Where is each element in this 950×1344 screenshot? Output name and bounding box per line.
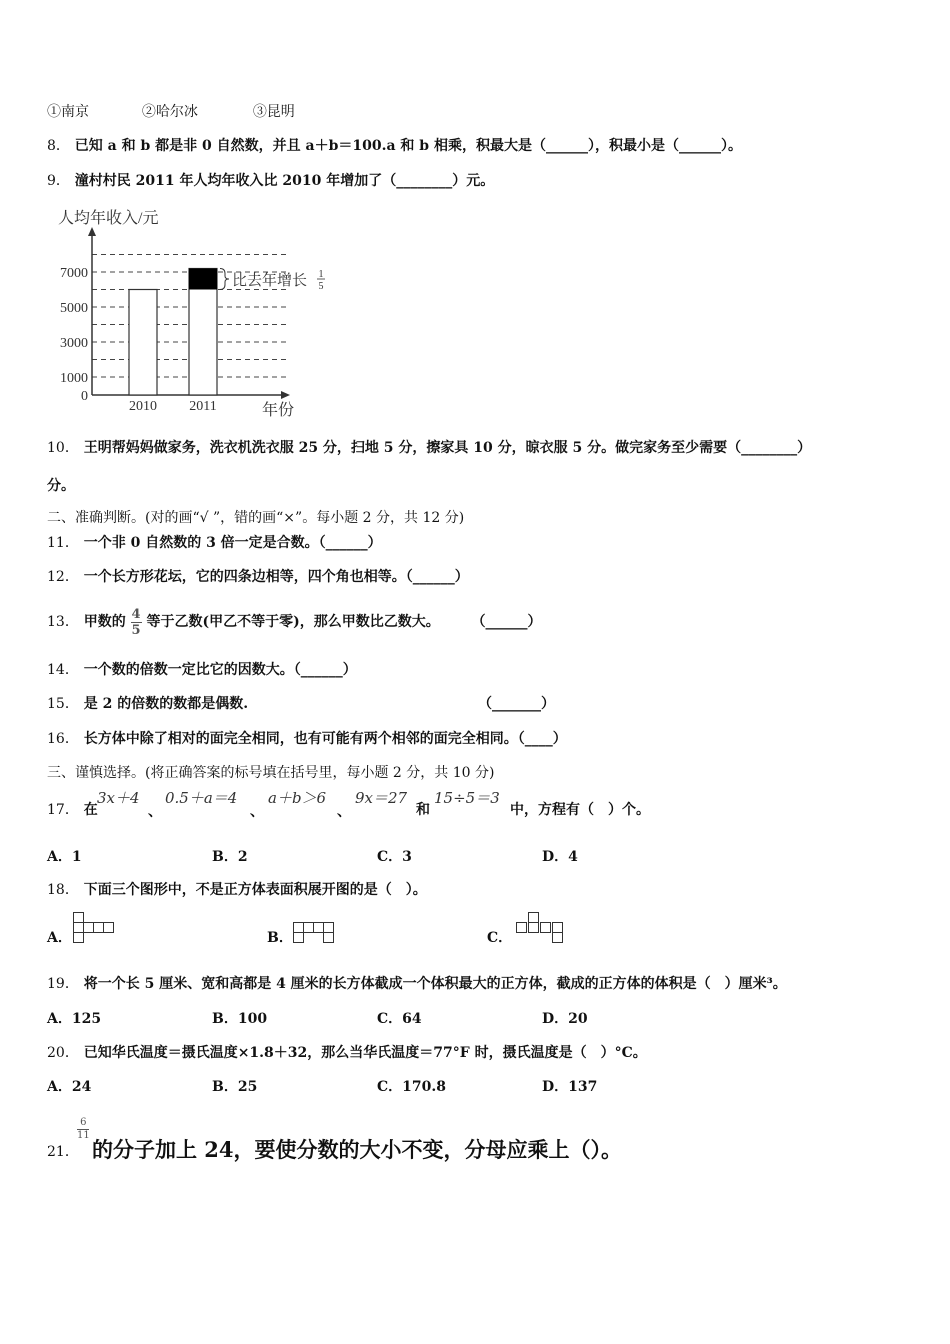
fraction-numerator: 1 [318,269,324,280]
q7-options [47,102,295,122]
y-axis-arrow [88,227,96,236]
question-text: 是 2 的倍数的数都是偶数. [83,696,249,712]
question-number: 18． [47,882,79,898]
separator: 、 [337,804,351,820]
question-10 [47,438,811,458]
question-number: 16． [47,731,79,747]
option-d[interactable]: D．137 [542,1079,598,1095]
question-8 [47,136,742,156]
question-text: 分。 [47,478,75,494]
y-tick-label: 3000 [60,336,88,351]
question-15 [47,694,248,714]
question-text: 潼村村民 2011 年人均年收入比 2010 年增加了（________）元。 [74,173,495,189]
question-9 [47,171,494,191]
question-21-number: 21． [47,1144,79,1160]
q7-option: ①南京 [47,104,89,120]
answer-blank: （______） [471,614,542,630]
separator: 和 [416,802,430,818]
fraction-numerator: 4 [131,606,141,622]
expression: 3x＋4 [97,789,140,807]
separator: 、 [148,804,162,820]
question-number: 15． [47,696,79,712]
y-tick-label: 0 [81,389,88,404]
option-a[interactable]: A．24 [47,1079,92,1095]
question-text: 等于乙数(甲乙不等于零)，那么甲数比乙数大。 [146,614,440,630]
question-11 [47,533,382,553]
question-number: 11． [47,535,79,551]
option-a[interactable]: A．125 [47,1011,102,1027]
y-tick-label: 1000 [60,371,88,386]
question-17 [47,800,98,820]
question-text: 中，方程有（ ）个。 [510,802,650,818]
x-tick-label: 2011 [189,399,217,414]
question-number: 8． [47,138,70,154]
option-c[interactable]: C．3 [377,849,412,865]
option-d[interactable]: D．20 [542,1011,588,1027]
x-tick-label: 2010 [129,399,157,414]
option-c[interactable]: C．170.8 [377,1079,446,1095]
question-number: 17． [47,802,79,818]
option-b[interactable]: B． [267,930,293,946]
question-number: 12． [47,569,79,585]
question-20 [47,1043,647,1063]
expression: 0.5＋a＝4 [165,789,238,807]
option-a[interactable]: A．1 [47,849,82,865]
fraction [77,1118,90,1141]
y-tick-label: 5000 [60,301,88,316]
question-text: 一个数的倍数一定比它的因数大。（______） [83,662,357,678]
option-c[interactable]: C． [487,930,513,946]
bar-2010 [129,290,157,396]
fraction-denominator: 11 [77,1130,90,1141]
income-bar-chart [40,198,350,423]
fraction-denominator: 5 [318,281,324,292]
question-number: 20． [47,1045,79,1061]
expression: 15÷5＝3 [434,789,500,807]
section-3-heading: 三、谨慎选择。(将正确答案的标号填在括号里，每小题 2 分，共 10 分) [47,765,495,781]
question-number: 13． [47,614,79,630]
question-13 [47,604,541,640]
question-text: 在 [83,802,98,818]
q7-option: ③昆明 [252,104,295,120]
question-text: 王明帮妈妈做家务，洗衣机洗衣服 25 分，扫地 5 分，擦家具 10 分，晾衣服 5 分。做完家务至少需要（________） [83,440,812,456]
question-number: 19． [47,976,79,992]
fraction-numerator: 6 [80,1117,87,1128]
question-10-continued [47,476,75,496]
question-text: 已知华氏温度＝摄氏温度×1.8＋32，那么当华氏温度＝77°F 时，摄氏温度是（ ）°C。 [83,1045,647,1061]
question-number: 14． [47,662,79,678]
y-tick-label: 7000 [60,266,88,281]
increase-label: 比去年增长 [232,273,308,289]
increase-segment [189,269,217,290]
question-21: 的分子加上 24，要使分数的大小不变，分母应乘上（）。 [92,1137,623,1162]
question-text: 一个非 0 自然数的 3 倍一定是合数。（______） [83,535,382,551]
fraction [131,608,142,637]
option-b[interactable]: B．100 [212,1011,268,1027]
y-axis-label: 人均年收入/元 [58,210,159,227]
question-text: 甲数的 [83,614,126,630]
question-number: 10． [47,440,79,456]
option-a[interactable]: A． [47,930,72,946]
x-axis-arrow [281,391,290,399]
answer-blank: （_______） [478,696,555,712]
option-b[interactable]: B．2 [212,849,248,865]
expression: 9x＝27 [355,789,408,807]
option-c[interactable]: C．64 [377,1011,422,1027]
question-14 [47,660,357,680]
section-2-heading: 二、准确判断。(对的画“√ ”，错的画“×”。每小题 2 分，共 12 分) [47,510,465,526]
q7-option: ②哈尔冰 [141,104,198,120]
question-16 [47,729,567,749]
option-b[interactable]: B．25 [212,1079,258,1095]
expression: a＋b＞6 [268,789,327,807]
option-d[interactable]: D．4 [542,849,578,865]
question-text: 一个长方形花坛，它的四条边相等，四个角也相等。（______） [83,569,469,585]
question-number: 9． [47,173,70,189]
question-text: 将一个长 5 厘米、宽和高都是 4 厘米的长方体截成一个体积最大的正方体，截成的正方体的体积是（ ）厘米³。 [83,976,787,992]
question-18 [47,880,427,900]
question-text: 下面三个图形中，不是正方体表面积展开图的是（ ）。 [83,882,427,898]
question-12 [47,567,469,587]
question-19 [47,974,787,994]
question-text: 已知 a 和 b 都是非 0 自然数，并且 a＋b＝100.a 和 b 相乘，积最大是（______），积最小是（______）。 [74,138,742,154]
separator: 、 [250,804,264,820]
x-axis-label: 年份 [262,402,295,419]
question-text: 长方体中除了相对的面完全相同，也有可能有两个相邻的面完全相同。（____） [83,731,567,747]
fraction-denominator: 5 [131,622,141,638]
